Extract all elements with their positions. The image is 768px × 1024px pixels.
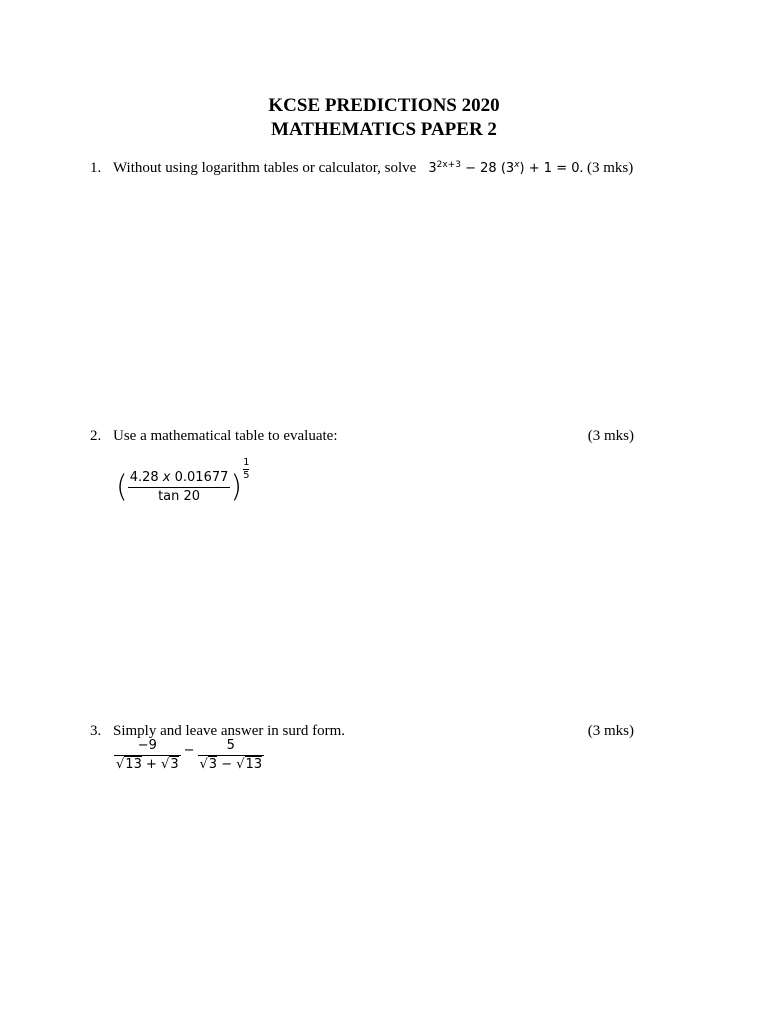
question-3-minus: − xyxy=(183,743,195,758)
question-3-fraction-2: $\frac{5}{√3 - √13}$ xyxy=(199,738,263,772)
question-2-text: Use a mathematical table to evaluate: xyxy=(113,428,338,444)
question-3-text: Simply and leave answer in surd form. xyxy=(113,723,346,739)
document-title-line1: KCSE PREDICTIONS 2020 xyxy=(268,95,500,116)
question-2-denominator: tan 20 xyxy=(158,489,201,504)
question-3-expression xyxy=(114,737,264,774)
question-2-expression: ( $\frac{4.28 x 0.01677}{\tan 20}$ ) $\frac{1}{5}$ xyxy=(116,457,250,505)
question-1-line xyxy=(113,160,633,177)
question-3-fraction-1: $\frac{-9}{√13 + √3}$ xyxy=(116,738,179,772)
question-2-exponent: $\frac{1}{5}$ xyxy=(243,457,250,481)
document-title-line2: MATHEMATICS PAPER 2 xyxy=(271,119,497,140)
question-1-text: Without using logarithm tables or calculator, solve xyxy=(113,160,417,176)
question-1-equation: $3^{2x+3} - 28$ (3$^x$) + 1 = 0 xyxy=(428,160,580,176)
question-3-number: 3. xyxy=(90,723,102,739)
question-2-number: 2. xyxy=(90,428,102,444)
question-1-number: 1. xyxy=(90,160,102,176)
question-1-marks: . (3 mks) xyxy=(579,160,634,176)
question-2-marks: (3 mks) xyxy=(587,428,634,444)
question-2-numerator: 4.28 x 0.01677 xyxy=(129,470,229,485)
question-3-marks: (3 mks) xyxy=(587,723,634,739)
question-2-fraction xyxy=(128,469,231,506)
